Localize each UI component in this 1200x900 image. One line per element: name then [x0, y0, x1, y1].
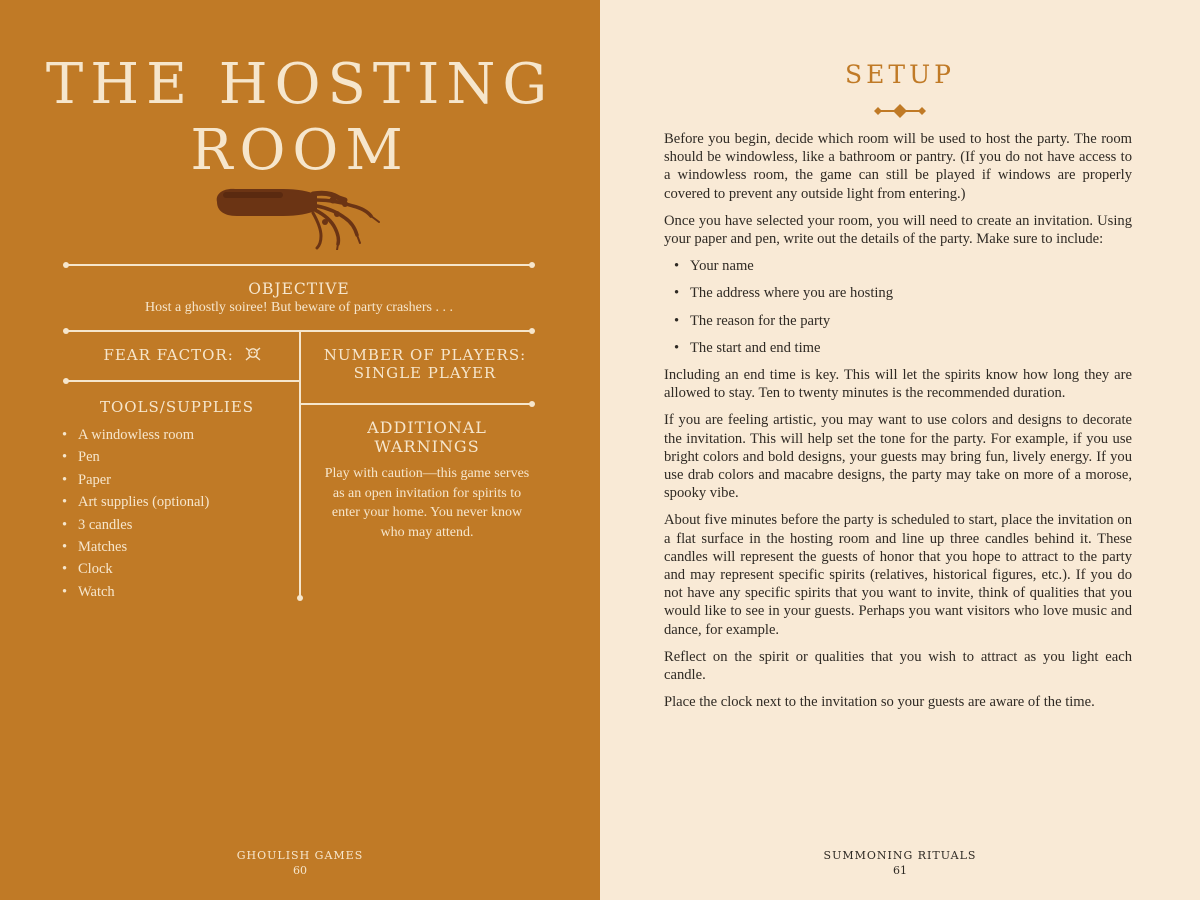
list-item: • The reason for the party — [674, 312, 831, 329]
players-label-line2: SINGLE PLAYER — [353, 364, 497, 382]
rule-dot — [529, 262, 535, 268]
section-heading: SETUP — [845, 60, 955, 89]
warnings-label-line1: ADDITIONAL — [367, 418, 487, 437]
paragraph: Once you have selected your room, you will need to create an invitation. Using your paper and pen, write out the details of the party. Make sure to include: — [664, 212, 1132, 248]
paragraph: Before you begin, decide which room will be used to host the party. The room should be windowless, like a bathroom or pantry. (If you do not have access to a windowless room, the game can still be played if windows are properly covered to prevent any outside light from entering.) — [664, 131, 1132, 202]
paragraph: If you are feeling artistic, you may want to use colors and designs to decorate the invitation. This will help set the tone for the party. For example, if you use bright colors and bold designs, your guests may bring fun, lively energy. If you use drab colors and macabre designs, the party may take on more of a morose, spooky vibe. — [664, 412, 1132, 502]
fear-factor — [66, 346, 299, 364]
fear-factor-label: FEAR FACTOR: — [103, 346, 234, 364]
page-number: 61 — [893, 864, 907, 877]
list-item: • Watch — [62, 583, 115, 600]
skeletal-hand-icon — [213, 180, 383, 250]
bullet-list — [664, 257, 1132, 357]
page-number: 60 — [293, 864, 307, 877]
objective-text: Host a ghostly soiree! But beware of party crashers . . . — [145, 300, 453, 315]
objective-label: OBJECTIVE — [248, 280, 350, 298]
list-item: • The address where you are hosting — [674, 285, 894, 302]
paragraph: Including an end time is key. This will let the spirits know how long they are allowed to stay. Ten to twenty minutes is the recommended duration. — [664, 367, 1132, 402]
diamond-ornament-icon — [874, 104, 926, 118]
rule-dot — [529, 328, 535, 334]
footer-title: GHOULISH GAMES — [236, 849, 364, 862]
paragraph: About five minutes before the party is scheduled to start, place the invitation on a flat surface in the hosting room and line up three candles behind it. These candles will represent the guests of honor that you hope to attract to the party and may represent specific spirits (relatives, historical figures, etc.). If you do not have any specific spirits that you want to invite, think of qualities that you would like to see in your guests. Perhaps you want visitors who love music and dance, for example. — [664, 512, 1132, 638]
tools-label: TOOLS/SUPPLIES — [99, 398, 255, 416]
footer-title: SUMMONING RITUALS — [823, 849, 977, 862]
list-item: • Art supplies (optional) — [62, 494, 210, 511]
divider-rule — [66, 264, 532, 266]
warnings-text: Play with caution—this game serves as an open invitation for spirits to enter your home. You never know who may attend. — [324, 466, 530, 540]
rule-dot — [297, 595, 303, 601]
page-footer — [600, 849, 1200, 877]
right-page — [600, 0, 1200, 900]
tools-list — [62, 424, 209, 603]
setup-body — [664, 130, 1132, 720]
page-title-line1: THE HOSTING — [45, 52, 555, 117]
list-item: • 3 candles — [62, 516, 133, 533]
players-label-line1: NUMBER OF PLAYERS: — [323, 346, 527, 364]
warnings-label — [322, 418, 532, 456]
list-item: • Paper — [62, 471, 112, 488]
page-footer — [0, 849, 600, 877]
list-item: • Your name — [674, 258, 754, 275]
paragraph: Reflect on the spirit or qualities that you wish to attract as you light each candle. — [664, 648, 1132, 684]
rule-dot — [529, 401, 535, 407]
skull-crossbones-icon — [244, 346, 262, 362]
list-item: • Pen — [62, 449, 100, 466]
divider-rule — [66, 380, 300, 382]
paragraph: Place the clock next to the invitation so your guests are aware of the time. — [664, 694, 1095, 711]
list-item: • Matches — [62, 539, 128, 556]
page-title-line2: ROOM — [190, 118, 410, 183]
players-label — [300, 346, 550, 382]
warnings-label-line2: WARNINGS — [374, 437, 480, 456]
divider-rule — [300, 403, 532, 405]
list-item: • The start and end time — [674, 339, 821, 356]
list-item: • Clock — [62, 561, 113, 578]
list-item: • A windowless room — [62, 427, 194, 443]
